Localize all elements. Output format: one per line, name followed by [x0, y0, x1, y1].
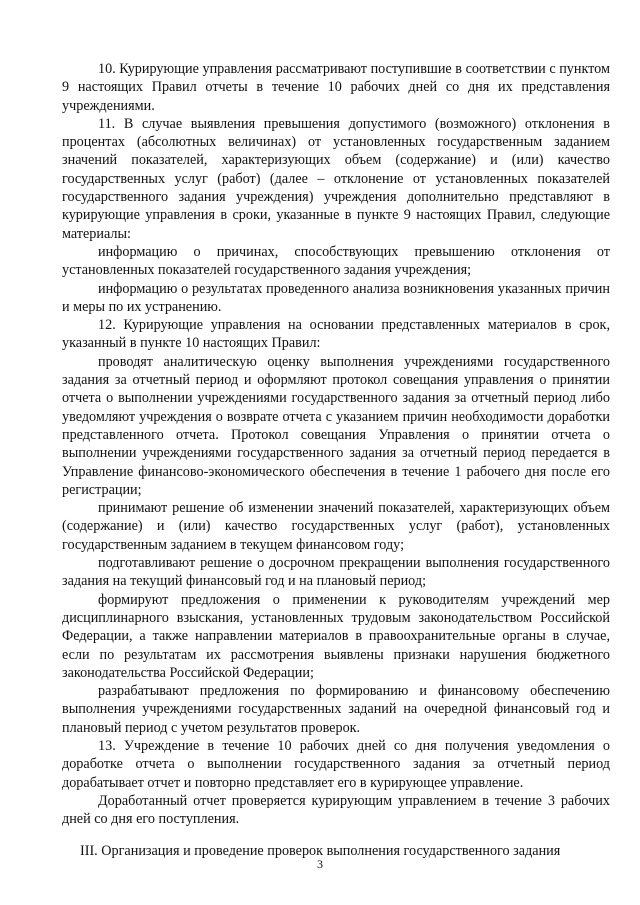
paragraph-12: 12. Курирующие управления на основании представленных материалов в срок, указанный в пункте 10 настоящих Правил: [62, 317, 610, 352]
paragraph-11: 11. В случае выявления превышения допустимого (возможного) отклонения в процентах (абсолютных величинах) от установленных государственным заданием значений показателей, характеризующих объем (содержание) и (или) качество государственных услуг (работ) (далее – отклонение от установленных показателей государственного задания учреждения) учреждения дополнительно представляют в курирующие управления в сроки, указанные в пункте 9 настоящих Правил, следующие материалы: [62, 115, 610, 242]
page-number: 3 [317, 857, 323, 871]
paragraph-13-continuation: Доработанный отчет проверяется курирующим управлением в течение 3 рабочих дней со дня его поступления. [62, 792, 610, 828]
paragraph-12-item-2: принимают решение об изменении значений показателей, характеризующих объем (содержание) и (или) качество государственных услуг (работ), установленных государственным заданием в текущем финансовом году; [62, 500, 610, 553]
paragraph-12-item-5: разрабатывают предложения по формированию и финансовому обеспечению выполнения учреждениями государственных заданий на очередной финансовый год и плановый период с учетом результатов проверок. [62, 683, 610, 736]
paragraph-11-item-1: информацию о причинах, способствующих превышению отклонения от установленных показателей государственного задания учреждения; [62, 243, 610, 279]
paragraph-12-item-1: проводят аналитическую оценку выполнения учреждениями государственного задания за отчетный период и оформляют протокол совещания управления о принятии отчета о выполнении учреждениями государственного задания за отчетный период либо уведомляют учреждения о возврате отчета с указанием причин необходимости доработки представленного отчета. Протокол совещания Управления о принятии отчета о выполнении учреждениями государственного задания за отчетный период передается в Управление финансово-экономического обеспечения в течение 1 рабочего дня после его регистрации; [62, 353, 610, 498]
paragraph-11-item-2: информацию о результатах проведенного анализа возникновения указанных причин и меры по их устранению. [62, 280, 610, 315]
paragraph-12-item-4: формируют предложения о применении к руководителям учреждений мер дисциплинарного взыскания, установленных трудовым законодательством Российской Федерации, а также направлении материалов в правоохранительные органы в случае, если по результатам их рассмотрения выявлены признаки нарушения бюджетного законодательства Российской Федерации; [62, 591, 610, 681]
document-page [62, 60, 610, 861]
paragraph-10: 10. Курирующие управления рассматривают поступившие в соответствии с пунктом 9 настоящих Правил отчеты в течение 10 рабочих дней со дня их представления учреждениями. [62, 61, 610, 114]
paragraph-13: 13. Учреждение в течение 10 рабочих дней со дня получения уведомления о доработке отчета о выполнении государственного задания за отчетный период дорабатывает отчет и повторно представляет его в курирующее управление. [62, 737, 610, 791]
section-heading: III. Организация и проведение проверок выполнения государственного задания [80, 843, 561, 860]
paragraph-12-item-3: подготавливают решение о досрочном прекращении выполнения государственного задания на текущий финансовый год и на плановый период; [62, 555, 610, 590]
